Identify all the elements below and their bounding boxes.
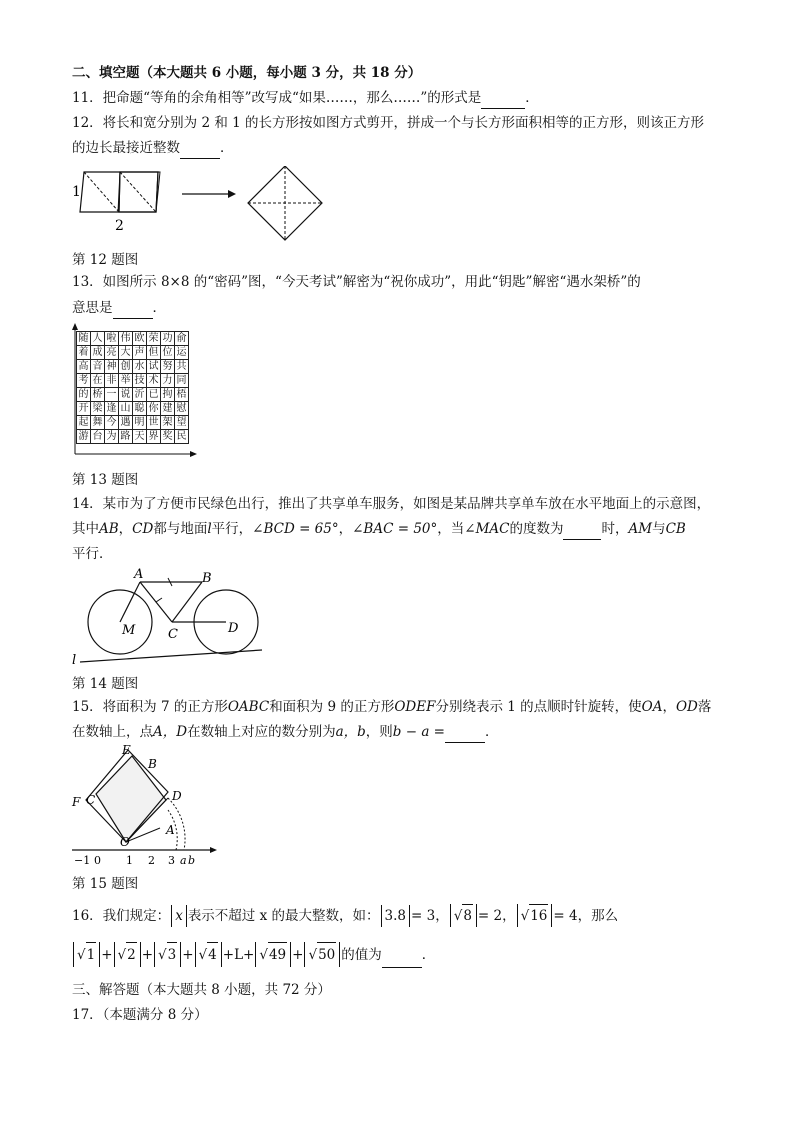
grid-cell: 逢 <box>106 403 117 414</box>
grid-cell: 欧 <box>134 333 145 344</box>
floor-sqrt-term: √50 <box>304 942 340 967</box>
grid-cell: 路 <box>120 431 131 442</box>
answer-blank <box>113 298 153 319</box>
grid-cell: 荣 <box>148 333 159 344</box>
floor-sqrt-term: √1 <box>73 942 100 967</box>
floor-sqrt-term: √49 <box>255 942 291 967</box>
question-11-end: ． <box>525 90 539 106</box>
grid-cell: 随 <box>78 333 89 344</box>
section-heading-solve: 三、解答题（本大题共 8 小题，共 72 分） <box>72 982 331 998</box>
grid-cell: 声 <box>134 347 145 358</box>
figure-15 <box>68 742 218 868</box>
question-14-line2: 其中AB，CD都与地面l平行，∠BCD = 65°，∠BAC = 50°，当∠MAC的度数为 时，AM与CB <box>72 519 686 540</box>
svg-text:C: C <box>86 793 96 807</box>
svg-text:D: D <box>228 621 239 636</box>
figure-13-caption: 第 13 题图 <box>72 472 139 488</box>
grid-cell: 位 <box>162 347 173 358</box>
grid-cell: 遇 <box>120 417 131 428</box>
rect-right-half <box>118 172 160 212</box>
question-11 <box>72 88 539 109</box>
grid-cell: 非 <box>106 375 117 386</box>
svg-text:M: M <box>122 623 136 638</box>
grid-cell: 你 <box>148 403 159 414</box>
grid-cell: 俞 <box>176 333 187 344</box>
grid-row <box>77 430 189 444</box>
grid-cell: 今 <box>106 417 117 428</box>
section-heading-fill-blank: 二、填空题（本大题共 6 小题，每小题 3 分，共 18 分） <box>72 65 422 81</box>
grid-cell: 试 <box>148 361 159 372</box>
grid-cell: 功 <box>162 333 173 344</box>
grid-cell: 架 <box>162 417 173 428</box>
floor-sqrt-term: √4 <box>195 942 222 967</box>
grid-cell: 大 <box>120 347 131 358</box>
answer-blank <box>563 519 601 540</box>
grid-cell: 亮 <box>106 347 117 358</box>
grid-cell: 人 <box>92 333 103 344</box>
answer-blank <box>481 88 525 109</box>
grid-cell: 游 <box>78 431 89 442</box>
grid-cell: 界 <box>148 431 159 442</box>
svg-text:D: D <box>172 789 182 803</box>
grid-cell: 起 <box>78 417 89 428</box>
number-line-tick: 2 <box>148 854 155 867</box>
figure-12-caption: 第 12 题图 <box>72 252 139 268</box>
grid-cell: 术 <box>148 375 159 386</box>
floor-sqrt-term: √3 <box>154 942 181 967</box>
answer-blank <box>382 943 422 968</box>
answer-blank <box>180 138 220 159</box>
grid-cell: 神 <box>106 361 117 372</box>
number-line-tick: 3 <box>168 854 175 867</box>
grid-cell: 慰 <box>176 403 187 414</box>
angle-bcd: ∠BCD = 65° <box>252 521 339 537</box>
grid-cell: 桥 <box>92 389 103 400</box>
grid-row <box>77 360 189 374</box>
grid-cell: 伟 <box>120 333 131 344</box>
question-14-line3: 平行． <box>72 546 113 562</box>
number-line-tick: b <box>188 854 196 867</box>
figure-14-bicycle <box>70 566 270 666</box>
grid-cell: 同 <box>176 375 187 386</box>
svg-text:A: A <box>166 823 175 837</box>
question-13-line1: 13．如图所示 8×8 的“密码”图，“今天考试”解密为“祝你成功”，用此“钥匙”解密“遇水架桥”的 <box>72 274 641 290</box>
number-line-tick: a <box>180 854 187 867</box>
grid-cell: 山 <box>120 403 131 414</box>
grid-cell: 举 <box>120 375 131 386</box>
grid-cell: 着 <box>78 347 89 358</box>
question-12-line1: 12．将长和宽分别为 2 和 1 的长方形按如图方式剪开，拼成一个与长方形面积相等的正方形，则该正方形 <box>72 115 705 131</box>
svg-text:F: F <box>72 795 81 809</box>
grid-cell: 梧 <box>176 389 187 400</box>
grid-cell: 已 <box>148 389 159 400</box>
figure-12 <box>70 166 340 246</box>
grid-cell: 高 <box>78 361 89 372</box>
grid-cell: 力 <box>162 375 173 386</box>
svg-text:O: O <box>120 835 130 849</box>
grid-cell: 奖 <box>162 431 173 442</box>
svg-text:A: A <box>134 567 144 582</box>
grid-cell: 建 <box>162 403 173 414</box>
grid-cell: 开 <box>78 403 89 414</box>
fig12-label-1: 1 <box>72 184 81 200</box>
grid-cell: 说 <box>120 389 131 400</box>
question-15-line2: 在数轴上，点A，D在数轴上对应的数分别为a，b，则b − a = ． <box>72 722 498 743</box>
grid-cell: 但 <box>148 347 159 358</box>
grid-cell: 啦 <box>106 333 117 344</box>
grid-cell: 共 <box>176 361 187 372</box>
grid-cell: 台 <box>92 431 103 442</box>
grid-cell: 技 <box>134 375 145 386</box>
angle-bac: ∠BAC = 50° <box>352 521 438 537</box>
grid-cell: 运 <box>176 347 187 358</box>
grid-cell: 望 <box>176 417 187 428</box>
number-line-tick: −1 <box>74 854 91 867</box>
question-15-line1: 15．将面积为 7 的正方形OABC和面积为 9 的正方形ODEF分别绕表示 1 的点顺时针旋转，使OA，OD落 <box>72 699 712 715</box>
grid-row <box>77 332 189 346</box>
floor-sqrt-term: √2 <box>114 942 141 967</box>
grid-cell: 音 <box>92 361 103 372</box>
fig12-label-2: 2 <box>115 218 124 234</box>
grid-cell: 创 <box>120 361 131 372</box>
answer-blank <box>445 722 485 743</box>
grid-cell: 考 <box>78 375 89 386</box>
grid-cell: 拘 <box>162 389 173 400</box>
question-12-end: ． <box>220 140 234 156</box>
question-11-text: 11．把命题“等角的余角相等”改写成“如果……，那么……”的形式是 <box>72 90 482 106</box>
question-13-end: ． <box>152 300 166 316</box>
grid-cell: 成 <box>92 347 103 358</box>
grid-cell: 天 <box>134 431 145 442</box>
grid-cell: 为 <box>106 431 117 442</box>
grid-cell: 努 <box>162 361 173 372</box>
question-13-line2 <box>72 298 166 319</box>
svg-text:C: C <box>168 627 178 642</box>
grid-cell: 民 <box>176 431 187 442</box>
grid-cell: 在 <box>92 375 103 386</box>
question-17: 17．（本题满分 8 分） <box>72 1007 208 1023</box>
number-line-tick: 1 <box>126 854 133 867</box>
grid-row <box>77 388 189 402</box>
svg-text:l: l <box>72 653 77 666</box>
svg-text:B: B <box>148 757 157 771</box>
svg-text:B: B <box>202 571 212 586</box>
question-16-line1: 16．我们规定： x 表示不超过 x 的最大整数，如： 3.8 = 3， √8 = 2， √16 = 4，那么 <box>72 904 618 927</box>
svg-text:E: E <box>122 743 131 757</box>
grid-row <box>77 416 189 430</box>
grid-row <box>77 346 189 360</box>
grid-cell: 世 <box>148 417 159 428</box>
question-13-text: 意思是 <box>72 300 113 316</box>
grid-row <box>77 374 189 388</box>
question-16-line2: √1 + √2 + √3 + √4 +L+ √49 + √50 的值为 ． <box>72 942 435 968</box>
grid-cell: 聪 <box>134 403 145 414</box>
grid-cell: 沂 <box>134 389 145 400</box>
figure-14-caption: 第 14 题图 <box>72 676 139 692</box>
grid-cell: 一 <box>106 389 117 400</box>
question-12-line2 <box>72 138 234 159</box>
question-12-text: 的边长最接近整数 <box>72 140 180 156</box>
number-line-tick: 0 <box>94 854 101 867</box>
figure-15-caption: 第 15 题图 <box>72 876 139 892</box>
grid-cell: 明 <box>134 417 145 428</box>
cipher-grid <box>76 331 189 444</box>
grid-cell: 水 <box>134 361 145 372</box>
grid-cell: 梁 <box>92 403 103 414</box>
grid-row <box>77 402 189 416</box>
grid-cell: 舞 <box>92 417 103 428</box>
grid-cell: 的 <box>78 389 89 400</box>
question-14-line1: 14．某市为了方便市民绿色出行，推出了共享单车服务，如图是某品牌共享单车放在水平地面上的示意图， <box>72 496 711 512</box>
